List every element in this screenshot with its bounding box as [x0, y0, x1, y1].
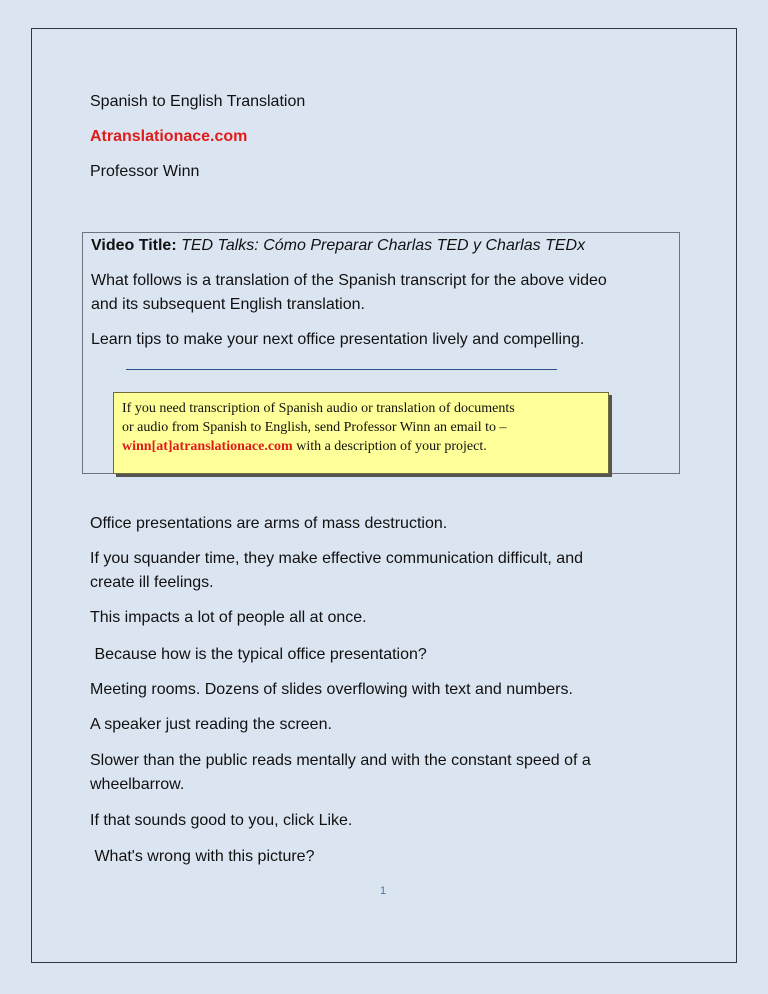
notice-line-3 [122, 437, 600, 456]
author-name: Professor Winn [90, 163, 200, 180]
transcript-line: create ill feelings. [90, 574, 214, 591]
transcript-line: Slower than the public reads mentally and with the constant speed of a [90, 752, 591, 769]
contact-email-link[interactable]: winn[at]atranslationace.com [122, 439, 293, 454]
transcript-line: Meeting rooms. Dozens of slides overflowing with text and numbers. [90, 681, 573, 698]
transcript-line: Office presentations are arms of mass destruction. [90, 515, 448, 532]
intro-line-2: and its subsequent English translation. [91, 296, 365, 313]
transcript-line: If you squander time, they make effective communication difficult, and [90, 550, 583, 567]
tagline: Learn tips to make your next office presentation lively and compelling. [91, 331, 585, 348]
notice-line-1: If you need transcription of Spanish audio or translation of documents [122, 401, 515, 416]
transcript-line: If that sounds good to you, click Like. [90, 812, 353, 829]
intro-line-1: What follows is a translation of the Spanish transcript for the above video [91, 272, 607, 289]
document-title: Spanish to English Translation [90, 93, 306, 110]
notice-line-3-rest: with a description of your project. [292, 439, 487, 454]
transcript-line: This impacts a lot of people all at once. [90, 609, 367, 626]
divider-line [126, 369, 557, 370]
transcript-line: What's wrong with this picture? [90, 848, 315, 865]
video-title-line [91, 234, 585, 258]
video-title-label: Video Title: [91, 237, 177, 254]
transcript-line: wheelbarrow. [90, 776, 185, 793]
contact-notice [113, 392, 609, 474]
notice-line-2: or audio from Spanish to English, send Professor Winn an email to – [122, 420, 507, 435]
transcript-line: Because how is the typical office presentation? [90, 646, 427, 663]
brand-name: Atranslationace.com [90, 128, 248, 145]
video-title-value: TED Talks: Cómo Preparar Charlas TED y Charlas TEDx [176, 237, 586, 254]
page-number: 1 [380, 885, 387, 897]
transcript-line: A speaker just reading the screen. [90, 716, 332, 733]
